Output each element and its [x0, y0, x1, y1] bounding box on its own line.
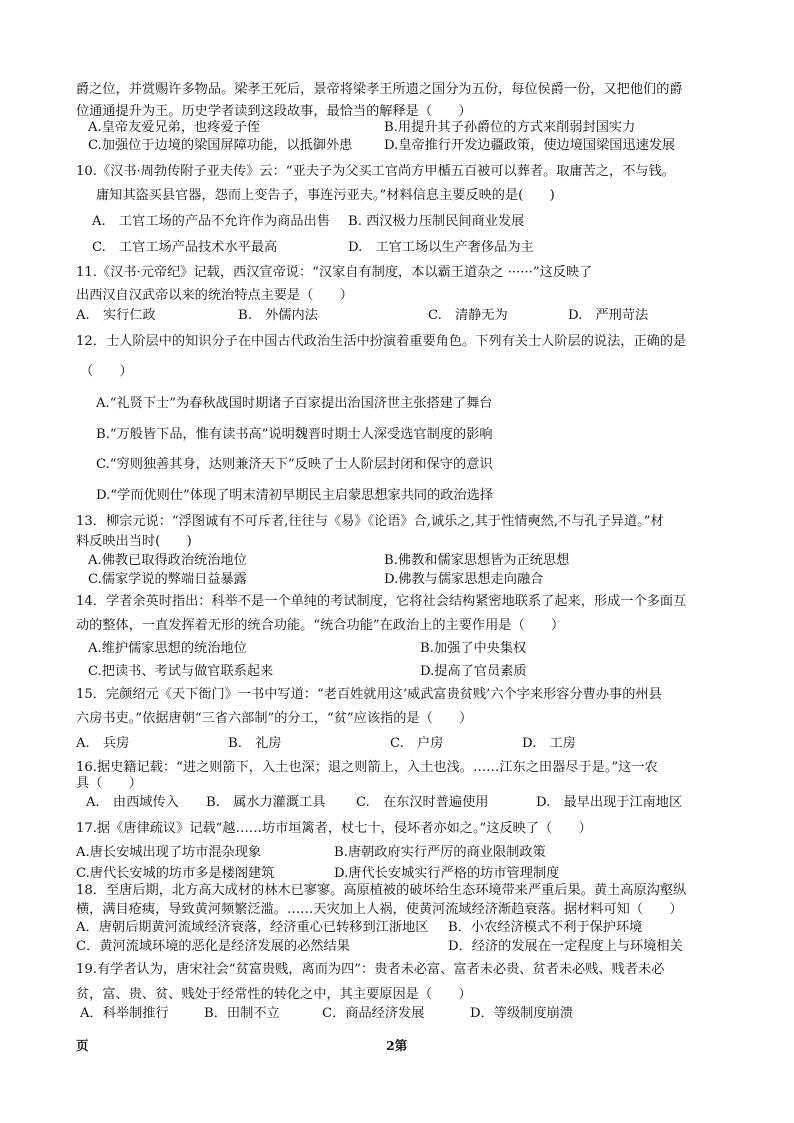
- q16-option-c: C. 在东汉时普遍使用: [356, 795, 489, 810]
- q16-option-d: D. 最早出现于江南地区: [536, 795, 683, 810]
- q18-line-1: 18．至唐后期，北方高大成材的林木已寥寥。高原植被的破坏给生态环境带来严重后果。黄土高原沟壑纵: [76, 883, 687, 898]
- q12-option-d: D.“学而优则仕”体现了明末清初早期民主启蒙思想家共同的政治选择: [96, 488, 494, 503]
- q11-line-2: 出西汉自汉武帝以来的统治特点主要是（ ）: [76, 288, 353, 303]
- q11-option-b: B. 外儒内法: [238, 308, 318, 323]
- q10-line-2: 庸知其盗买县官器，怨而上变告子，事连污亚夫。”材料信息主要反映的是( ): [96, 188, 555, 203]
- q16-option-b: B. 属水力灌溉工具: [206, 795, 326, 810]
- q17-line-1: 17.据《唐律疏议》记载“越……坊市垣篱者，杖七十，侵坏者亦如之。”这反映了（ ）: [76, 821, 592, 836]
- q10-option-d: D. 工官工场以生产奢侈品为主: [348, 240, 534, 255]
- q18-option-c: C．黄河流域环境的恶化是经济发展的必然结果: [76, 939, 350, 954]
- q15-option-a: A. 兵房: [76, 736, 130, 751]
- q12-option-a: A.“礼贤下士”为春秋战国时期诸子百家提出治国济世主张搭建了舞台: [96, 396, 493, 411]
- q12-line-2: （ ）: [80, 364, 133, 379]
- q13-option-d: D.佛教与儒家思想走向融合: [384, 572, 544, 587]
- q14-line-1: 14．学者余英时指出：科举不是一个单纯的考试制度，它将社会结构紧密地联系了起来，形成一个多面互: [76, 594, 687, 609]
- q15-line-1: 15．完颜绍元《天下衙门》一书中写道：“老百姓就用这‘威武富贵贫贱’六个字来形容分曹办事的州县: [76, 687, 662, 702]
- intro-line-2: 位通通提升为王。历史学者读到这段故事，最恰当的解释是（ ）: [76, 104, 472, 119]
- q14-option-b: B.加强了中央集权: [420, 641, 527, 656]
- q16-option-a: A. 由西域传入: [86, 795, 179, 810]
- q19-line-1: 19.有学者认为，唐宋社会“贫富贵贱，离而为四”：贵者未必富、富者未必贵、贫者未必贱、贱者未必: [76, 962, 665, 977]
- q17-option-a: A.唐长安城出现了坊市混杂现象: [76, 845, 262, 860]
- q13-line-2: 料反映出当时( ): [76, 534, 192, 549]
- q19-option-b: B．田制不立: [204, 1006, 280, 1021]
- q15-option-b: B. 礼房: [228, 736, 282, 751]
- q16-line-1: 16.据史籍记载：“进之则箭下，入土也深；退之则箭上，入土也浅。……江东之田器尽于是。”这一农: [76, 760, 658, 775]
- intro-option-d: D.皇帝推行开发边疆政策，使边境国梁国迅速发展: [384, 138, 676, 153]
- q17-option-b: B.唐朝政府实行严厉的商业限制政策: [334, 845, 546, 860]
- q13-option-a: A.佛教已取得政治统治地位: [88, 553, 247, 568]
- q12-option-b: B.“万般皆下品，惟有读书高”说明魏晋时期士人深受选官制度的影响: [96, 427, 493, 442]
- footer-left: 页: [76, 1038, 89, 1053]
- q19-option-d: D．等级制度崩溃: [470, 1006, 573, 1021]
- q11-option-c: C. 清静无为: [428, 308, 508, 323]
- intro-option-b: B.用提升其子孙爵位的方式来削弱封国实力: [384, 120, 636, 135]
- q13-option-b: B.佛教和儒家思想皆为正统思想: [384, 553, 570, 568]
- q14-line-2: 动的整体，一直发挥着无形的统合功能。“统合功能”在政治上的主要作用是（ ）: [76, 618, 565, 633]
- q17-option-c: C.唐代长安城的坊市多是楼阁建筑: [76, 866, 275, 881]
- q15-option-c: C. 户房: [390, 736, 444, 751]
- q18-option-a: A．唐朝后期黄河流域经济衰落，经济重心已转移到江浙地区: [76, 920, 429, 935]
- q12-option-c: C.“穷则独善其身，达则兼济天下”反映了士人阶层封闭和保守的意识: [96, 457, 493, 472]
- q19-option-c: C．商品经济发展: [322, 1006, 425, 1021]
- q14-option-a: A.维护儒家思想的统治地位: [88, 641, 247, 656]
- q13-option-c: C.儒家学说的弊端日益暴露: [88, 572, 247, 587]
- q11-option-d: D. 严刑苛法: [568, 308, 649, 323]
- q12-line-1: 12．士人阶层中的知识分子在中国古代政治生活中扮演着重要角色。下列有关士人阶层的说法，正确的是: [76, 334, 687, 349]
- q19-line-2: 贫，富、贵、贫、贱处于经常性的转化之中，其主要原因是（ ）: [76, 987, 472, 1002]
- q11-line-1: 11.《汉书·元帝纪》记载，西汉宣帝说：“汉家自有制度，本以霸王道杂之 ······”这反映了: [76, 265, 593, 280]
- q18-option-d: D．经济的发展在一定程度上与环境相关: [448, 939, 683, 954]
- intro-option-a: A.皇帝友爱兄弟，也疼爱子侄: [88, 120, 260, 135]
- q18-option-b: B．小农经济模式不利于保护环境: [448, 920, 643, 935]
- q15-line-2: 六房书吏。”依据唐朝“三省六部制”的分工，“贫”应该指的是（ ）: [76, 711, 473, 726]
- q17-option-d: D.唐代长安城实行严格的坊市管理制度: [334, 866, 560, 881]
- intro-option-c: C.加强位于边境的梁国屏障功能，以抵御外患: [88, 138, 353, 153]
- q11-option-a: A. 实行仁政: [76, 308, 156, 323]
- q15-option-d: D. 工房: [522, 736, 576, 751]
- q10-option-c: C. 工官工场产品技术水平最高: [92, 240, 278, 255]
- q14-option-c: C.把读书、考试与做官联系起来: [88, 664, 274, 679]
- q10-line-1: 10.《汉书·周勃传附子亚夫传》云：“亚夫子为父买工官尚方甲楯五百被可以葬者。取庸苦之，不与钱。: [76, 164, 675, 179]
- q10-option-a: A. 工官工场的产品不允许作为商品出售: [92, 214, 330, 229]
- q13-line-1: 13．柳宗元说：“浮图诚有不可斥者,往往与《易》《论语》合,诚乐之,其于性情奭然,不与孔子异道。”材: [76, 514, 664, 529]
- q19-option-a: A．科举制推行: [80, 1006, 169, 1021]
- q16-line-2: 具（ ）: [76, 776, 142, 791]
- page-number: 2第: [386, 1038, 408, 1053]
- q18-line-2: 横，满目疮痍，导致黄河频繁泛滥。……天灾加上人祸，使黄河流域经济渐趋衰落。据材料可知（ ）: [76, 902, 683, 917]
- q10-option-b: B. 西汉极力压制民间商业发展: [348, 214, 525, 229]
- intro-line-1: 爵之位，并赏赐许多物品。梁孝王死后，景帝将梁孝王所遗之国分为五份，每位侯爵一份，又把他们的爵: [76, 82, 683, 97]
- q14-option-d: D.提高了官员素质: [420, 664, 527, 679]
